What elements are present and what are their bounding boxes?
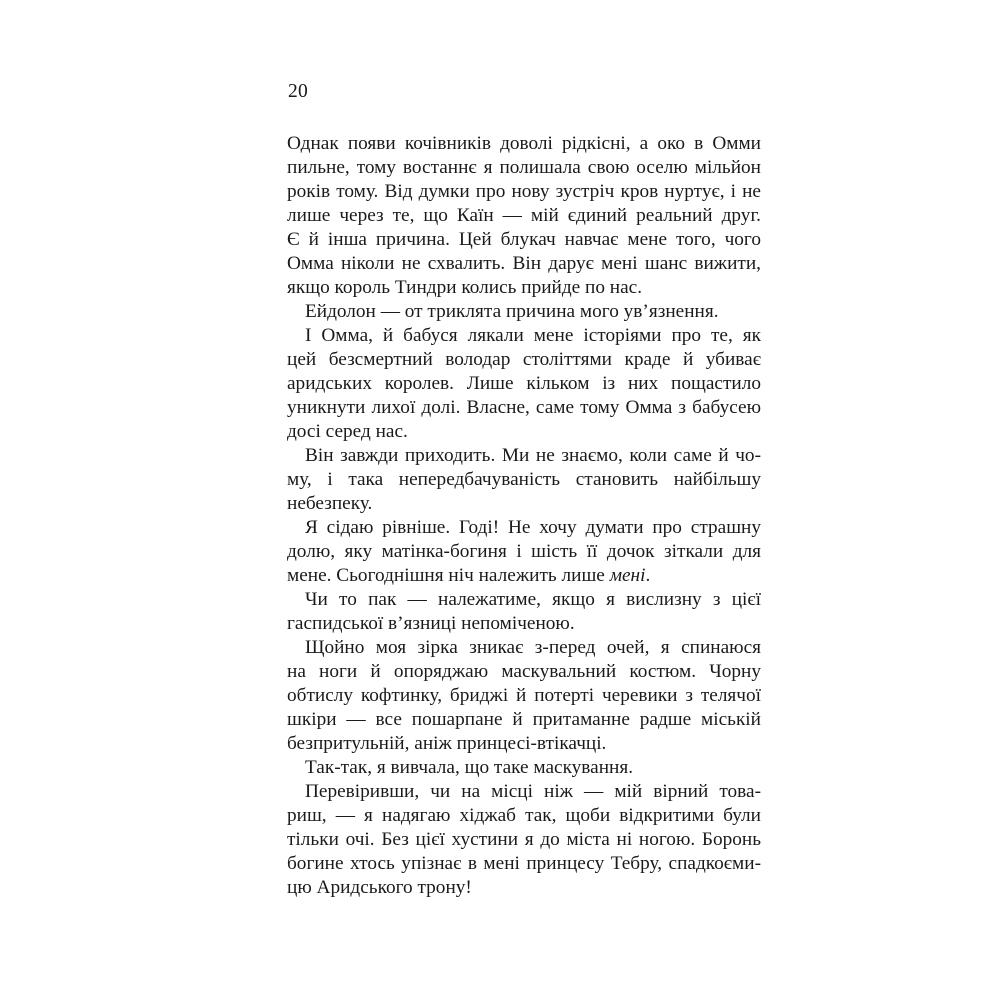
text-line: аридських королев. Лише кільком із них пощастило bbox=[287, 373, 761, 394]
text-line: небезпеку. bbox=[287, 493, 373, 514]
paragraph bbox=[287, 444, 761, 516]
paragraph bbox=[287, 588, 761, 636]
page-number: 20 bbox=[288, 81, 309, 102]
paragraph bbox=[287, 300, 761, 324]
text-line: Ейдолон — от триклята причина мого ув’язнення. bbox=[305, 301, 719, 322]
page-text bbox=[287, 132, 761, 900]
text-line: уникнути лихої долі. Власне, саме тому Омма з бабусею bbox=[287, 397, 761, 418]
text-line: Він завжди приходить. Ми не знаємо, коли саме й чо- bbox=[305, 445, 761, 466]
text-line: безпритульній, аніж принцесі-втікачці. bbox=[287, 733, 607, 754]
text-line: пильне, тому востаннє я полишала свою оселю мільйон bbox=[287, 157, 761, 178]
text-line: мене. Сьогоднішня ніч належить лише мені. bbox=[287, 565, 651, 586]
text-line: гаспидської в’язниці непоміченою. bbox=[287, 613, 575, 634]
text-line: риш, — я надягаю хіджаб так, щоби відкритими були bbox=[287, 805, 761, 826]
text-line: тільки очі. Без цієї хустини я до міста ні ногою. Боронь bbox=[287, 829, 761, 850]
text-line: Є й інша причина. Цей блукач навчає мене того, чого bbox=[287, 229, 761, 250]
text-line: шкіри — все пошарпане й притаманне радше міській bbox=[287, 709, 761, 730]
text-line: Чи то пак — належатиме, якщо я вислизну з цієї bbox=[305, 589, 761, 610]
text-line: лише через те, що Каїн — мій єдиний реальний друг. bbox=[287, 205, 761, 226]
paragraph bbox=[287, 756, 761, 780]
text-line: Я сідаю рівніше. Годі! Не хочу думати про страшну bbox=[305, 517, 761, 538]
text-line: цю Аридського трону! bbox=[287, 877, 472, 898]
text-line: Омма ніколи не схвалить. Він дарує мені шанс вижити, bbox=[287, 253, 761, 274]
text-line: богине хтось упізнає в мені принцесу Тебру, спадкоєми- bbox=[287, 853, 761, 874]
text-line: Перевіривши, чи на місці ніж — мій вірний това- bbox=[305, 781, 761, 802]
italic-text: мені bbox=[609, 565, 646, 586]
text-line: якщо король Тиндри колись прийде по нас. bbox=[287, 277, 643, 298]
text-line: досі серед нас. bbox=[287, 421, 408, 442]
paragraph bbox=[287, 780, 761, 900]
paragraph bbox=[287, 324, 761, 444]
paragraph bbox=[287, 636, 761, 756]
text-line: років тому. Від думки про нову зустріч кров нуртує, і не bbox=[287, 181, 761, 202]
text-line: долю, яку матінка-богиня і шість її дочок зіткали для bbox=[287, 541, 761, 562]
text-line: І Омма, й бабуся лякали мене історіями про те, як bbox=[305, 325, 761, 346]
text-line: Щойно моя зірка зникає з-перед очей, я спинаюся bbox=[305, 637, 761, 658]
paragraph bbox=[287, 132, 761, 300]
paragraph bbox=[287, 516, 761, 588]
text-line: му, і така непередбачуваність становить найбільшу bbox=[287, 469, 761, 490]
text-line: цей безсмертний володар століттями краде й убиває bbox=[287, 349, 761, 370]
text-line: на ноги й опоряджаю маскувальний костюм. Чорну bbox=[287, 661, 761, 682]
text-line: Так-так, я вивчала, що таке маскування. bbox=[305, 757, 634, 778]
text-line: обтислу кофтинку, бриджі й потерті черевики з телячої bbox=[287, 685, 761, 706]
text-line: Однак появи кочівників доволі рідкісні, а око в Омми bbox=[287, 133, 761, 154]
